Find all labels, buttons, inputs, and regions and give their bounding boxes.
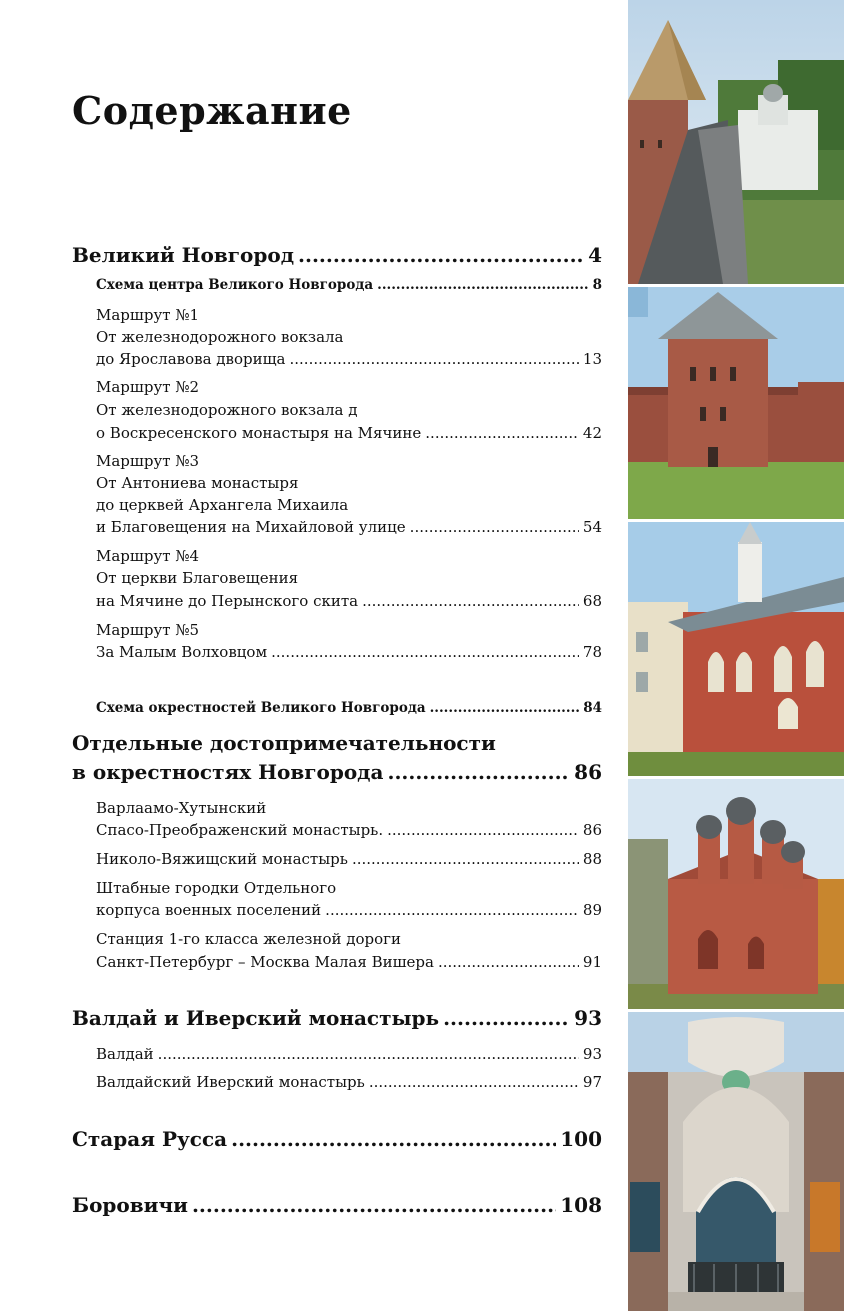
toc-page: 4 — [588, 243, 602, 267]
toc-entry-map-center[interactable] — [96, 277, 602, 293]
toc-page: 93 — [582, 1045, 602, 1063]
toc-page: 88 — [582, 850, 602, 868]
toc-label: Валдайский Иверский монастырь — [96, 1073, 365, 1091]
dot-leader — [387, 821, 579, 839]
toc-entry-vyazhishche[interactable] — [96, 850, 602, 868]
toc-label: Николо-Вяжищский монастырь — [96, 850, 348, 868]
toc-page: 108 — [560, 1193, 602, 1217]
route4-line: От церкви Благовещения — [96, 569, 299, 587]
toc-entry-map-env[interactable] — [96, 700, 602, 716]
toc-entry-route4[interactable] — [96, 592, 602, 610]
toc-page: 91 — [582, 953, 602, 971]
route3-heading: Маршрут №3 — [96, 452, 200, 470]
toc-entry-valdai[interactable] — [96, 1045, 602, 1063]
toc-label: Валдай и Иверский монастырь — [72, 1006, 440, 1030]
toc-label: Старая Русса — [72, 1127, 228, 1151]
toc-entry-novgorod[interactable] — [72, 243, 602, 267]
dot-leader — [410, 518, 579, 536]
toc-label: Схема центра Великого Новгорода — [96, 277, 374, 293]
toc-entry-route2[interactable] — [96, 424, 602, 442]
toc-entry-station[interactable] — [96, 953, 602, 971]
toc-label: и Благовещения на Михайловой улице — [96, 518, 406, 536]
dot-leader — [387, 760, 570, 784]
route2-line: От железнодорожного вокзала д — [96, 401, 358, 419]
dot-leader — [271, 643, 579, 661]
route3-line: до церквей Архангела Михаила — [96, 496, 349, 514]
photo-strip — [628, 0, 844, 1311]
route4-heading: Маршрут №4 — [96, 547, 200, 565]
brick-church-photo — [628, 522, 844, 776]
toc-page: 86 — [582, 821, 602, 839]
route5-heading: Маршрут №5 — [96, 621, 200, 639]
dot-leader — [192, 1193, 556, 1217]
route1-line: От железнодорожного вокзала — [96, 328, 344, 346]
dot-leader — [425, 424, 579, 442]
toc-page: 84 — [583, 700, 602, 716]
page-title: Содержание — [72, 88, 352, 133]
toc-label: Боровичи — [72, 1193, 188, 1217]
toc-page: 13 — [582, 350, 602, 368]
dot-leader — [362, 592, 579, 610]
dot-leader — [298, 243, 584, 267]
toc-page: 100 — [560, 1127, 602, 1151]
dot-leader — [430, 700, 580, 716]
toc-label: Великий Новгород — [72, 243, 295, 267]
dot-leader — [231, 1127, 556, 1151]
toc-page: 97 — [582, 1073, 602, 1091]
dot-leader — [438, 953, 579, 971]
sights-heading: Отдельные достопримечательности — [72, 731, 496, 755]
toc-page: 68 — [582, 592, 602, 610]
toc-label: За Малым Волховцом — [96, 643, 268, 661]
toc-entry-russa[interactable] — [72, 1127, 602, 1151]
toc-entry-route3[interactable] — [96, 518, 602, 536]
route1-heading: Маршрут №1 — [96, 306, 200, 324]
toc-label: на Мячине до Перынского скита — [96, 592, 359, 610]
toc-entry-sights[interactable] — [72, 760, 602, 784]
toc-label: до Ярославова дворища — [96, 350, 286, 368]
toc-label: в окрестностях Новгорода — [72, 760, 384, 784]
kremlin-tower-photo — [628, 0, 844, 284]
toc-entry-route5[interactable] — [96, 643, 602, 661]
toc-page: 78 — [582, 643, 602, 661]
toc-label: Валдай — [96, 1045, 154, 1063]
toc-entry-borovichi[interactable] — [72, 1193, 602, 1217]
toc-page: 54 — [582, 518, 602, 536]
route2-heading: Маршрут №2 — [96, 378, 200, 396]
toc-label: о Воскресенского монастыря на Мячине — [96, 424, 422, 442]
toc-page: 8 — [592, 277, 602, 293]
brick-tower-photo — [628, 287, 844, 519]
toc-label: Санкт-Петербург – Москва Малая Вишера — [96, 953, 434, 971]
dot-leader — [290, 350, 579, 368]
toc-page: 89 — [582, 901, 602, 919]
dot-leader — [325, 901, 579, 919]
toc-label: Схема окрестностей Великого Новгорода — [96, 700, 426, 716]
toc-page: 42 — [582, 424, 602, 442]
dot-leader — [377, 277, 588, 293]
toc-page: 93 — [574, 1006, 602, 1030]
dot-leader — [158, 1045, 579, 1063]
toc-entry-valdai-main[interactable] — [72, 1006, 602, 1030]
toc-entry-khutyn[interactable] — [96, 821, 602, 839]
khutyn-line: Варлаамо-Хутынский — [96, 799, 267, 817]
station-line: Станция 1-го класса железной дороги — [96, 930, 402, 948]
ornate-facade-photo — [628, 1012, 844, 1311]
dot-leader — [352, 850, 579, 868]
dot-leader — [443, 1006, 570, 1030]
dot-leader — [369, 1073, 579, 1091]
toc-entry-route1[interactable] — [96, 350, 602, 368]
toc-entry-iversky[interactable] — [96, 1073, 602, 1091]
toc-page: 86 — [574, 760, 602, 784]
route3-line: От Антониева монастыря — [96, 474, 299, 492]
toc-label: корпуса военных поселений — [96, 901, 322, 919]
shtab-line: Штабные городки Отдельного — [96, 879, 337, 897]
toc-label: Спасо-Преображенский монастырь. — [96, 821, 384, 839]
toc-entry-shtab[interactable] — [96, 901, 602, 919]
cathedral-photo — [628, 779, 844, 1009]
